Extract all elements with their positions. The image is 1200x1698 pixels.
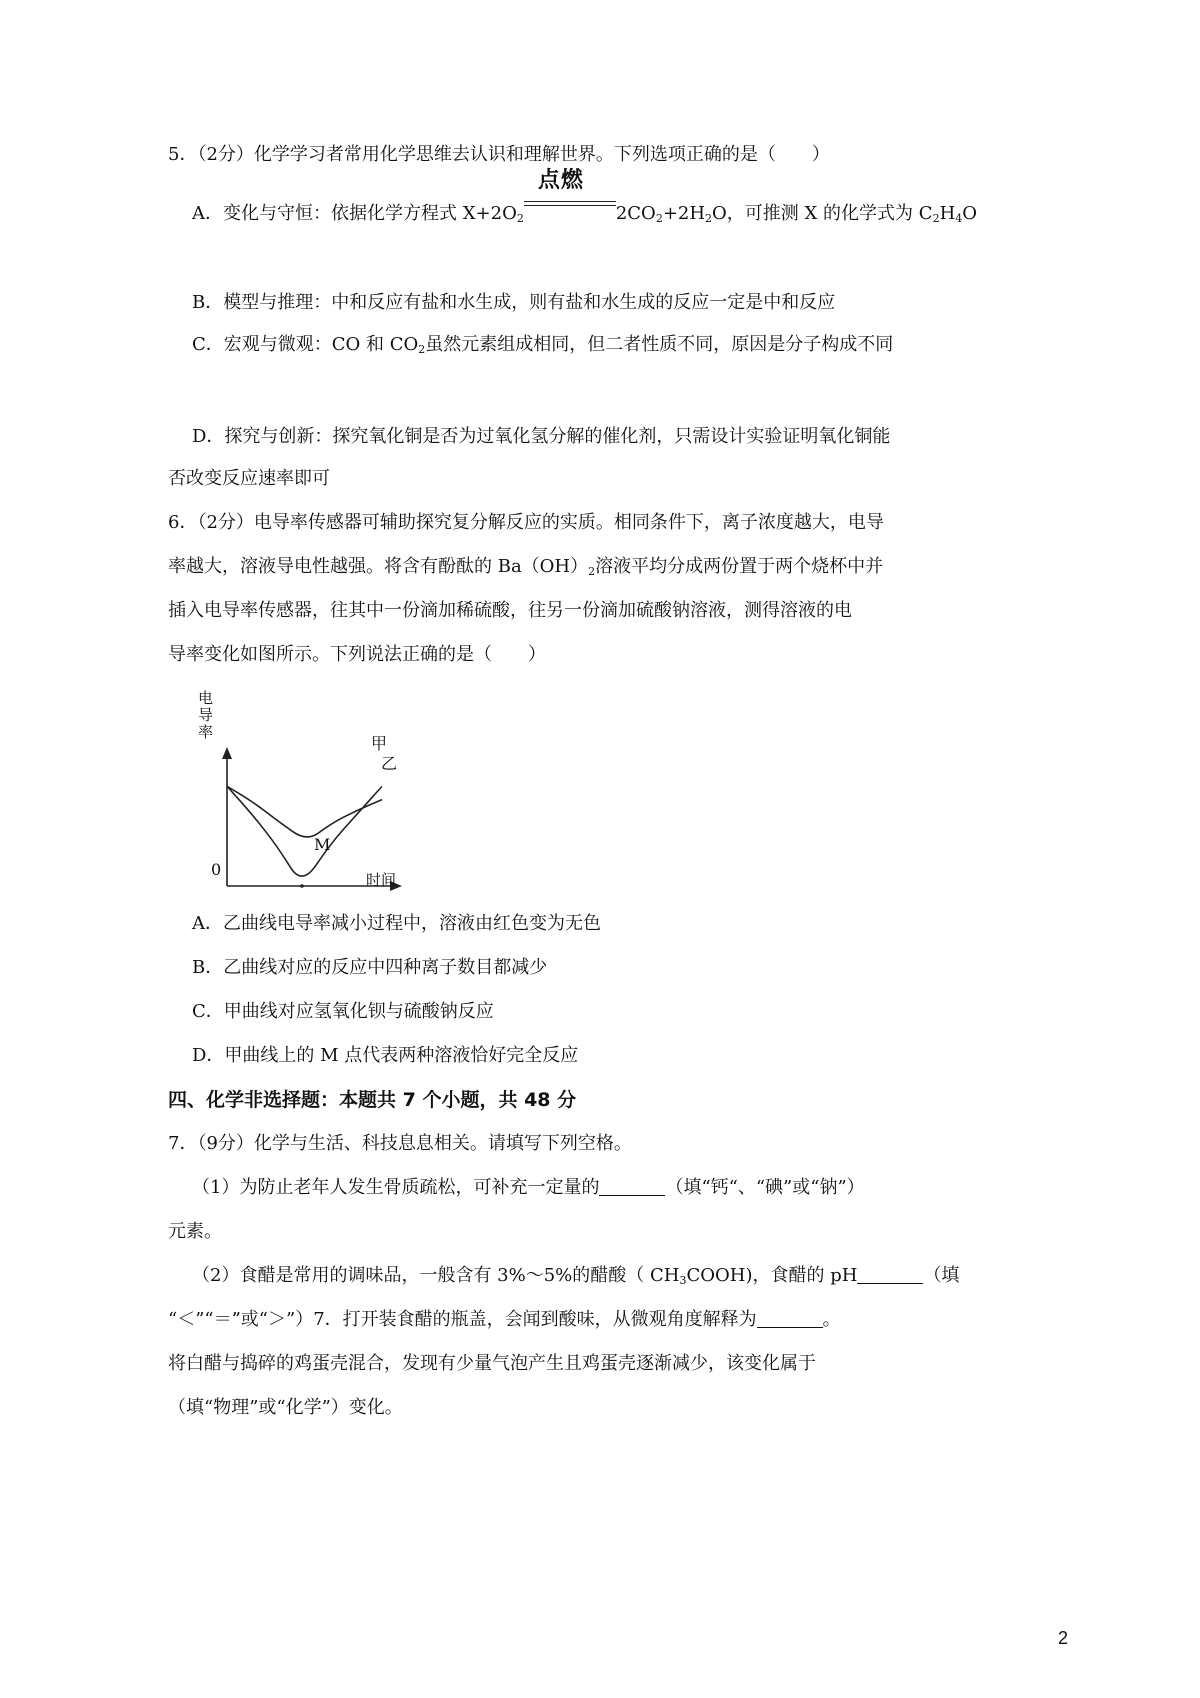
q6-stem-line3: 插入电导率传感器，往其中一份滴加稀硫酸，往另一份滴加硫酸钠溶液，测得溶液的电 xyxy=(168,600,852,621)
point-label-m: M xyxy=(314,835,331,854)
q6-option-a: A．乙曲线电导率减小过程中，溶液由红色变为无色 xyxy=(192,913,601,934)
q5-option-a: A．变化与守恒：依据化学方程式 $X+2O_2$ 点燃 $2CO_2+2H_2O$，可推测 X 的化学式为 $C_2H_4O$ xyxy=(192,168,978,225)
chart-y-label: 电导率 xyxy=(198,689,214,741)
reaction-condition: 点燃 xyxy=(524,197,616,221)
q6-stem-line4: 导率变化如图所示。下列说法正确的是（ ） xyxy=(168,644,546,665)
q7-part1-line1: （1）为防止老年人发生骨质疏松，可补充一定量的 （填“钙“、“碘”或“钠”） xyxy=(192,1177,865,1198)
point-m-marker xyxy=(300,884,304,888)
q5-option-b: B．模型与推理：中和反应有盐和水生成，则有盐和水生成的反应一定是中和反应 xyxy=(192,292,836,313)
q6-stem-line1: 6．（2分）电导率传感器可辅助探究复分解反应的实质。相同条件下，离子浓度越大，电导 xyxy=(168,512,884,533)
series-label-jia: 甲 xyxy=(371,734,388,753)
q6-option-c: C．甲曲线对应氢氧化钡与硫酸钠反应 xyxy=(192,1001,494,1022)
y-axis-arrow xyxy=(222,747,232,759)
q6-option-d: D．甲曲线上的 M 点代表两种溶液恰好完全反应 xyxy=(192,1045,579,1066)
chart-x-label: 时间 xyxy=(366,871,397,889)
page-number: 2 xyxy=(1058,1628,1069,1648)
section-heading: 四、化学非选择题：本题共 7 个小题，共 48 分 xyxy=(168,1089,577,1111)
chart-origin-label: 0 xyxy=(211,860,222,879)
q5-option-d-line1: D．探究与创新：探究氧化铜是否为过氧化氢分解的催化剂，只需设计实验证明氧化铜能 xyxy=(192,426,891,447)
q5-stem: 5．（2分）化学学习者常用化学思维去认识和理解世界。下列选项正确的是（ ） xyxy=(168,144,830,165)
q7-part2-line3: 将白醋与捣碎的鸡蛋壳混合，发现有少量气泡产生且鸡蛋壳逐渐减少，该变化属于 xyxy=(168,1353,816,1374)
q7-part2-line1: （2）食醋是常用的调味品，一般含有 3%～5%的醋酸（ $CH_3COOH$)，食醋的 pH （填 xyxy=(192,1265,960,1287)
answer-blank-2[interactable] xyxy=(857,1265,923,1284)
answer-blank-3[interactable] xyxy=(757,1309,823,1328)
q5-option-c: C．宏观与微观：CO 和 $CO_2$虽然元素组成相同，但二者性质不同，原因是分子构成不同 xyxy=(192,334,894,356)
q5-option-d-line2: 否改变反应速率即可 xyxy=(168,468,330,489)
q7-part1-line2: 元素。 xyxy=(168,1221,222,1242)
q6-option-b: B．乙曲线对应的反应中四种离子数目都减少 xyxy=(192,957,548,978)
q7-stem: 7．（9分）化学与生活、科技息息相关。请填写下列空格。 xyxy=(168,1133,632,1154)
q7-part2-line4: （填“物理”或“化学”）变化。 xyxy=(168,1397,403,1418)
q7-part2-line2: “＜”“＝”或“＞”）7．打开装食醋的瓶盖，会闻到酸味，从微观角度解释为 。 xyxy=(168,1309,841,1330)
answer-blank-1[interactable] xyxy=(599,1177,665,1196)
series-label-yi: 乙 xyxy=(381,754,398,773)
q6-stem-line2: 率越大，溶液导电性越强。将含有酚酞的 $Ba(OH)_2$溶液平均分成两份置于两个烧杯中并 xyxy=(168,556,884,578)
